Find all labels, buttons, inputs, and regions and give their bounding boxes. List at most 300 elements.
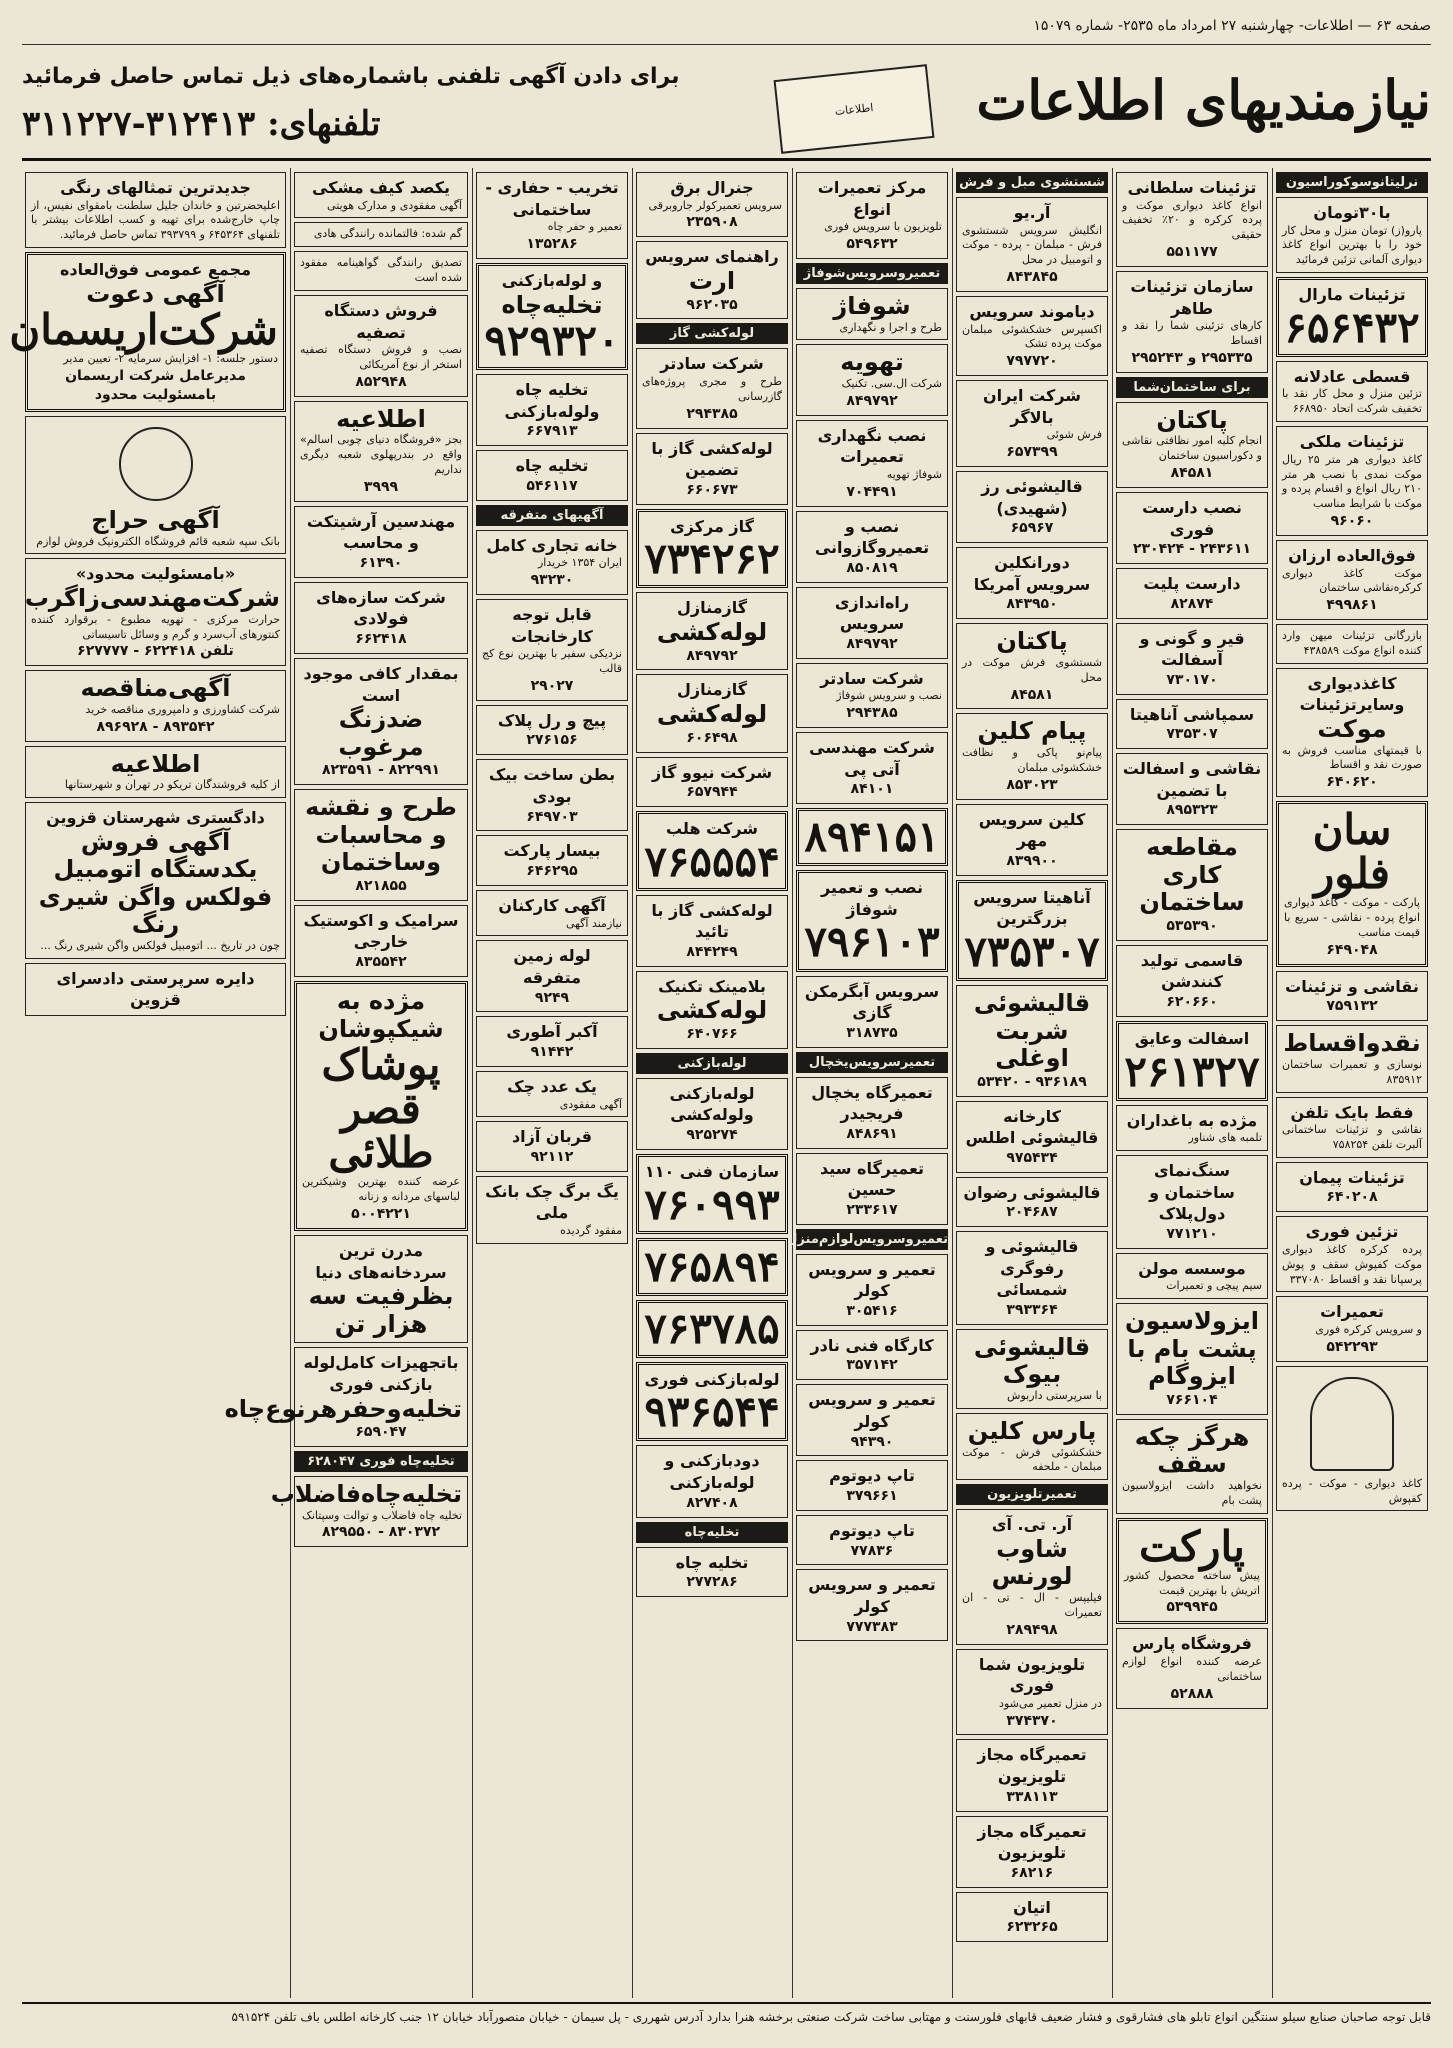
ad-body: نصب و سرویس شوفاژ <box>836 689 942 703</box>
classified-ad <box>25 416 286 554</box>
ad-phone: ۸۴۴۲۴۹ <box>686 943 738 960</box>
classified-ad <box>1116 1105 1268 1151</box>
ad-phone: تلفن ۶۲۲۴۱۸ - ۶۲۷۷۷۷ <box>77 643 234 660</box>
ad-phone: ۸۲۷۴۰۸ <box>686 1494 738 1511</box>
ad-body: حرارت مرکزی - تهویه مطبوع - برقوارد کننده کنتورهای آب‌سرد و گرم و وسائل تاسیساتی <box>31 612 280 641</box>
ad-display-text: ۷۶۰۹۹۳ <box>644 1179 780 1229</box>
classified-ad <box>636 1078 788 1150</box>
ad-body: کاغذ دیواری - موکت - پرده کفپوش <box>1282 1476 1422 1505</box>
classified-ad <box>294 172 468 218</box>
ad-phone: ۵۵۱۱۷۷ <box>1166 244 1218 261</box>
ad-display-text: ۷۳۵۳۰۷ <box>964 926 1100 976</box>
classified-ad <box>476 1071 628 1117</box>
ad-heading: تعمیر و سرویس کولر <box>808 1259 936 1301</box>
ad-body: بازرگانی تزئینات میهن وارد کننده انواع موکت ۴۳۸۵۸۹ <box>1282 629 1422 657</box>
ad-phone: ۶۴۰۶۲۰ <box>1326 774 1378 791</box>
masthead-title: نیازمندیهای اطلاعات <box>976 68 1431 132</box>
classified-ad <box>1276 971 1428 1021</box>
classified-ad <box>294 506 468 578</box>
classified-ad <box>956 547 1108 619</box>
ad-phone: ۷۶۶۱۰۴ <box>1166 1391 1218 1408</box>
ad-phone: ۷۳۵۳۰۷ <box>1166 726 1218 743</box>
ad-phone: ۳۱۸۷۳۵ <box>846 1024 898 1041</box>
category-header: برای ساختمان‌شما <box>1116 377 1268 398</box>
classified-ad <box>636 509 788 589</box>
classified-ad <box>476 172 628 259</box>
classified-ad <box>1276 540 1428 620</box>
classified-ad <box>476 835 628 885</box>
ad-body: آگهی مفقودی <box>559 1097 622 1111</box>
ad-phone: مدیرعامل شرکت اریسمان بامسئولیت محدود <box>65 368 246 404</box>
ad-heading: فوق‌العاده ارزان <box>1288 545 1416 565</box>
ad-title: شوفاژ <box>833 291 911 320</box>
ad-heading: نصب و تعمیروگازوانی <box>814 516 930 558</box>
classified-ad <box>796 288 948 340</box>
ad-title: ضدزنگ مرغوب <box>338 705 424 761</box>
ad-title: پیام کلین <box>977 717 1087 746</box>
ad-heading: مدرن ترین سردخانه‌های دنیا <box>315 1240 447 1282</box>
ad-body: نیازمند آگهی <box>565 916 622 930</box>
classified-ad <box>476 1016 628 1066</box>
ad-heading: نصب نگهداری تعمیرات <box>817 425 927 467</box>
classified-ad <box>796 1569 948 1641</box>
ad-heading: پیچ و رل پلاک <box>497 710 607 730</box>
ad-heading: سازمان فنی ۱۱۰ <box>644 1161 780 1181</box>
ad-phone: ۸۴۹۷۹۲ <box>846 635 898 652</box>
ad-heading: جدیدترین تمثالهای رنگی <box>60 178 251 197</box>
ad-phone: ۵۳۹۹۴۵ <box>1166 1599 1218 1616</box>
classified-ad <box>25 963 286 1016</box>
ad-title: تخلیه‌وحفرهرنوع‌چاه <box>224 1394 462 1423</box>
classified-ad <box>476 759 628 831</box>
classified-ad <box>1116 1303 1268 1415</box>
classified-ad <box>636 1238 788 1296</box>
classified-ad <box>25 746 286 798</box>
ad-heading: دارست پلیت <box>1143 574 1241 594</box>
classified-ad <box>1116 1253 1268 1299</box>
ad-body: سیم پیچی و تعمیرات <box>1166 1279 1262 1293</box>
classified-ad <box>636 1445 788 1517</box>
classified-ad <box>25 172 286 248</box>
column-8 <box>9 168 289 1998</box>
ad-phone: ۷۵۹۱۳۲ <box>1326 998 1378 1015</box>
ad-heading: بلامینک تکنیک <box>658 976 766 996</box>
ad-heading: و لوله‌بازکنی <box>501 270 603 290</box>
ad-body: نزدیکی سفیر با بهترین نوع کج قالب <box>482 647 622 676</box>
ad-heading: مجمع عمومی فوق‌العاده <box>59 260 251 280</box>
ad-heading: دادگستری شهرستان قزوین <box>46 808 265 827</box>
ad-heading: قربان آزاد <box>511 1127 593 1147</box>
ad-phone: ۶۶۲۴۱۸ <box>355 631 407 648</box>
ad-phone: ۹۲۵۲۷۴ <box>686 1127 738 1144</box>
ad-body: نصب و فروش دستگاه تصفیه استخر از نوع آمریکائی <box>300 343 462 371</box>
classified-ad <box>1116 1021 1268 1101</box>
classified-ad <box>1116 699 1268 749</box>
ad-heading: تزئینات پیمان <box>1299 1167 1405 1187</box>
classified-ad <box>956 1413 1108 1480</box>
classified-ad <box>476 940 628 1012</box>
classified-ad <box>294 905 468 977</box>
ad-phone: ۶۵۷۹۴۴ <box>686 784 738 801</box>
ad-phone: ۷۷۷۳۸۳ <box>846 1618 898 1635</box>
classified-ad <box>636 895 788 967</box>
ad-heading: تعمیرات <box>1320 1302 1384 1322</box>
ad-body: نقاشی و تزئینات ساختمانی آلبرت تلفن ۷۵۸۲۵۴ <box>1282 1123 1422 1151</box>
ad-heading: تخلیه چاه <box>515 456 589 476</box>
category-header: تخلیه‌چاه <box>636 1522 788 1543</box>
ad-phone: ۳۹۳۳۶۴ <box>1006 1301 1058 1318</box>
ad-heading: تزئین فوری <box>1305 1222 1399 1242</box>
ad-phone: ۶۴۹۷۰۳ <box>526 808 578 825</box>
ad-heading: گاز مرکزی <box>670 516 754 536</box>
ad-heading: لوله‌کشی گاز با تضمین <box>651 438 773 480</box>
classified-ad <box>1276 1366 1428 1512</box>
ad-heading: نقاشی و تزئینات <box>1285 976 1419 996</box>
classified-ad <box>476 530 628 595</box>
ad-title: شاوب لورنس <box>991 1534 1073 1591</box>
ad-phone: ۲۳۵۹۰۸ <box>686 214 738 231</box>
ad-body: عرضه کننده انواع لوازم ساختمانی <box>1122 1654 1262 1683</box>
ad-body: اعلیحضرتین و خاندان جلیل سلطنت بامقوای نفیس، از چاپ خارج‌شده برای تهیه و کسب اطلاعات بیشتر با تلفنهای ۶۴۵۳۶۴ و ۳۹۳۷۹۹ تماس حاصل فرمائید. <box>31 198 280 242</box>
ad-heading: قابل توجه کارخانجات <box>511 605 593 646</box>
classified-ad <box>1116 1628 1268 1708</box>
ad-heading: یک عدد چک <box>507 1076 597 1096</box>
ad-heading: تزئینات سلطانی <box>1127 178 1257 197</box>
ad-phone: ۷۷۱۲۱۰ <box>1166 1225 1218 1242</box>
ad-phone: ۹۷۵۴۳۴ <box>1006 1149 1058 1166</box>
ad-display-text: ۷۳۴۲۶۲ <box>644 534 780 584</box>
classified-ad <box>476 263 628 370</box>
ad-body: انجام کلیه امور نظافتی نقاشی و دکوراسیون ساختمان <box>1122 434 1262 463</box>
ad-phone: ۶۴۰۲۰۸ <box>1326 1189 1378 1206</box>
classified-ad <box>1276 801 1428 967</box>
ad-heading: فروش دستگاه تصفیه <box>324 300 438 342</box>
ad-heading: شرکت سازه‌های فولادی <box>316 587 446 629</box>
classified-ad <box>1276 197 1428 273</box>
column-3 <box>952 168 1111 1998</box>
category-header: آگهیهای متفرقه <box>476 505 628 526</box>
ad-heading: آر.یو <box>1013 203 1051 222</box>
ad-body: دستور جلسه: ۱- افزایش سرمایه ۲- تعیین مدیر <box>63 352 278 366</box>
ad-phone: ۸۴۹۷۹۲ <box>686 647 738 664</box>
ad-title: قالیشوئی شربت اوغلی <box>973 988 1091 1073</box>
ad-phone: ۸۳۹۹۰۰ <box>1006 852 1058 869</box>
classified-ad <box>476 890 628 936</box>
classified-ad <box>956 471 1108 543</box>
ad-body: تلویزیون با سرویس فوری <box>824 220 942 234</box>
ad-display-text: ۸۹۴۱۵۱ <box>804 812 940 862</box>
ad-body: طرح و مجری پروژه‌های گازرسانی <box>642 375 782 403</box>
column-6 <box>472 168 631 1998</box>
ad-body: سرویس تعمیرکولر جاروبرقی <box>648 198 782 212</box>
classified-ad <box>224 1347 468 1447</box>
ad-body: بانک سپه شعبه قائم فروشگاه الکترونیک فروش لوازم <box>36 534 280 548</box>
ad-body: اکسپرس خشکشوئی مبلمان موکت پرده تشک <box>962 322 1102 351</box>
ad-title: تهویه <box>840 348 904 377</box>
ad-heading: تاپ دیوتوم <box>829 1466 915 1486</box>
classified-ad <box>1116 1518 1268 1625</box>
ad-heading: لوله‌بازکنی فوری <box>644 1369 780 1389</box>
classified-ad <box>270 1476 468 1547</box>
ad-body: انواع کاغذ دیواری موکت و پرده کرکره و ۲۰٪ تخفیف حقیقی <box>1122 198 1262 242</box>
classified-ad <box>1276 277 1428 357</box>
ad-heading: آناهیتا سرویس بزرگترین <box>973 887 1091 929</box>
ad-body: با قیمتهای مناسب فروش به صورت نقد و اقساط <box>1282 743 1422 772</box>
ad-phone: ۳۷۴۳۷۰ <box>1006 1712 1058 1729</box>
ad-phone: ۹۶۲۰۳۵ <box>686 296 738 313</box>
ad-display-text: ۷۶۳۷۸۵ <box>644 1303 780 1353</box>
classified-ad <box>636 241 788 319</box>
ad-heading: شرکت سادتر <box>820 668 924 688</box>
column-4 <box>786 168 951 1998</box>
classified-ad <box>294 251 468 291</box>
ad-title: قالیشوئی بیوک <box>973 1332 1091 1389</box>
classified-ad <box>476 1121 628 1171</box>
classified-ad <box>636 348 788 428</box>
classified-ad <box>796 1460 948 1510</box>
classified-ad <box>796 1077 948 1149</box>
masthead-phones: تلفنهای: ۳۱۲۴۱۳-۳۱۱۲۲۷ <box>22 104 381 144</box>
ad-phone: ۲۹۴۳۸۵ <box>686 405 738 422</box>
classified-ad <box>294 658 468 785</box>
column-1 <box>1272 168 1431 1998</box>
ad-title: شرکت‌مهندسی‌زاگرب <box>24 584 280 613</box>
ad-phone: ۸۵۳۰۲۳ <box>1006 776 1058 793</box>
classified-ad <box>1276 361 1428 422</box>
ad-heading: سرامیک و اکوستیک خارجی <box>303 910 459 952</box>
ad-phone: ۸۳۰۳۷۲ - ۸۲۹۵۵۰ <box>321 1524 441 1541</box>
classified-ad <box>796 587 948 659</box>
ad-phone: ۱۳۵۲۸۶ <box>526 236 578 253</box>
classified-ad <box>956 1739 1108 1811</box>
classified-ad <box>796 870 948 971</box>
ad-heading: مژده به باغداران <box>1126 1110 1258 1130</box>
column-2 <box>1112 168 1271 1998</box>
ad-heading: آر. تی. آی <box>991 1515 1073 1535</box>
ad-phone: ۷۷۸۳۶ <box>850 1542 894 1559</box>
ad-heading: دورانکلین سرویس آمریکا <box>973 553 1091 594</box>
ad-body: مفقود گردیده <box>560 1224 622 1238</box>
classified-ad <box>956 1231 1108 1325</box>
ad-body: شوفاژ تهویه <box>886 467 942 481</box>
ad-heading: «بامسئولیت محدود» <box>75 564 236 584</box>
classified-ad <box>956 880 1108 981</box>
ad-heading: قاسمی تولید کنندشن <box>1140 950 1244 992</box>
ad-phone: ۶۸۲۱۶ <box>1010 1864 1054 1881</box>
classified-ad <box>636 811 788 891</box>
classified-ad <box>956 1329 1108 1409</box>
classified-ad <box>636 757 788 807</box>
classified-ad <box>1116 402 1268 488</box>
ad-title: اطلاعیه <box>336 404 426 433</box>
ad-phone: ۸۹۳۵۴۲ - ۸۹۶۹۲۸ <box>96 718 215 735</box>
category-header: شستشوی مبل و فرش <box>956 172 1108 193</box>
ad-phone: ۸۴۳۹۵۰ <box>1006 596 1058 613</box>
ad-title: طرح و نقشه و محاسبات وساختمان <box>305 793 457 877</box>
ad-heading: تاپ دیوتوم <box>829 1520 915 1540</box>
ad-body: کارهای تزئینی شما را نقد و اقساط <box>1122 319 1262 348</box>
ad-body: ایران ۱۳۵۴ خریدار <box>537 556 622 570</box>
category-header: تعمیرسرویس‌یخچال <box>796 1052 948 1073</box>
classified-ad <box>1116 492 1268 564</box>
ad-phone: ۲۷۷۲۸۶ <box>686 1574 738 1591</box>
ad-heading: تزئینات ملکی <box>1299 432 1405 452</box>
classified-ad <box>1276 1162 1428 1212</box>
category-header: تعمیروسرویس‌لوازم‌منزل <box>796 1229 948 1250</box>
category-header: تعمیرتلویزیون <box>956 1484 1108 1505</box>
ad-phone: ۲۹۰۲۷ <box>530 677 574 694</box>
classified-ad <box>25 670 286 741</box>
ad-title: هرگز چکه سقف <box>1134 1422 1250 1479</box>
classified-ad <box>476 1176 628 1244</box>
ad-heading: لوله‌کشی گاز با تائید <box>651 900 773 942</box>
ad-display-text: ۷۶۵۸۹۴ <box>644 1241 780 1291</box>
ad-heading: کلین سرویس مهر <box>978 809 1086 851</box>
classified-ad <box>636 592 788 670</box>
classified-ad <box>9 252 286 412</box>
ad-title: آگهی دعوت <box>86 279 225 308</box>
ad-heading: خانه تجاری کامل <box>486 535 618 555</box>
ad-body: نوسازی و تعمیرات ساختمان ۸۳۵۹۱۲ <box>1282 1057 1422 1086</box>
ad-phone: ۲۳۳۶۱۷ <box>846 1201 898 1218</box>
ad-body: در منزل تعمیر می‌شود <box>999 1696 1102 1710</box>
ad-heading: کارگاه فنی نادر <box>810 1335 934 1355</box>
ad-display-text: سان فلور <box>1312 805 1392 899</box>
ad-heading: قالیشوئی رضوان <box>963 1182 1101 1202</box>
ad-heading: سمپاشی آناهیتا <box>1129 704 1255 724</box>
ad-phone: ۴۹۹۸۶۱ <box>1326 597 1378 614</box>
footer-notice: قابل توجه صاحبان صنایع سیلو سنتگین انواع تابلو های فشارقوی و فشار ضعیف قابهای فلورسنت و مهتابی ساخت شرکت صنعتی برخشه هنرا بدارد آدرس شهرری - پل ‌سیمان - خیابان منصورآباد خیابان ۱۲ جنب کارخانه اطلس باف تلفن ۵۹۱۵۲۴ <box>22 2002 1431 2040</box>
ad-heading: نصب و تعمیر شوفاژ <box>820 878 924 919</box>
ad-heading: باتجهیزات کامل‌لوله بازکنی فوری <box>303 1353 459 1394</box>
ad-heading: شرکت هلب <box>665 818 759 838</box>
ad-heading: اسفالت وعایق <box>1134 1028 1250 1048</box>
ad-phone: ۸۲۸۷۴ <box>1170 595 1214 612</box>
ad-phone: ۶۴۰۷۶۶ <box>686 1025 738 1042</box>
ad-heading: کاغذدیواری وسایرتزئینات <box>1299 673 1405 715</box>
classified-ad <box>294 582 468 654</box>
ad-phone: ۶۶۰۶۷۳ <box>686 481 738 498</box>
ad-heading: شرکت مهندسی آتی پی <box>809 738 935 779</box>
classified-ad <box>956 1816 1108 1888</box>
classified-ad <box>636 433 788 505</box>
ad-body: شرکت ال.سی. تکنیک <box>841 376 942 390</box>
ad-phone: ۶۰۶۴۹۸ <box>686 729 738 746</box>
ad-phone: ۸۳۵۵۴۲ <box>355 954 407 971</box>
classified-ad <box>956 623 1108 709</box>
classified-ad <box>1116 172 1268 267</box>
ad-heading: قالیشوئی رز (شهیدی) <box>981 477 1083 518</box>
classified-ad <box>1276 1097 1428 1158</box>
classified-ad <box>796 976 948 1048</box>
ad-heading: جنرال برق <box>670 178 754 197</box>
ad-title: آگهی حراج <box>91 506 220 535</box>
classified-ad <box>796 1153 948 1225</box>
ad-heading: قسطی عادلانه <box>1293 366 1411 386</box>
ad-title: نقدواقساط <box>1283 1029 1421 1058</box>
classified-ad <box>636 1362 788 1442</box>
classified-ad <box>476 450 628 500</box>
ad-body: پارکت - موکت - کاغذ دیواری انواع پرده - نقاشی - سریع با قیمت مناسب <box>1284 896 1420 940</box>
ad-title: لوله‌کشی <box>656 700 768 729</box>
classified-ad <box>1276 624 1428 664</box>
ad-body: عرضه کننده بهترین وشیکترین لباسهای مردانه و زنانه <box>302 1175 460 1204</box>
ad-heading: سرویس آبگرمکن گازی <box>804 981 940 1023</box>
category-header: لوله‌بازکنی <box>636 1053 788 1074</box>
classified-ad <box>476 374 628 446</box>
ad-body: تعمیر و حفر چاه <box>547 220 622 234</box>
classified-ad <box>294 981 468 1231</box>
ad-title: لوله‌کشی <box>656 996 768 1025</box>
ad-heading: آکبر آطوری <box>506 1022 598 1042</box>
ad-phone: ۵۴۲۲۹۳ <box>1326 1338 1378 1355</box>
ad-phone: ۳۷۹۶۶۱ <box>846 1488 898 1505</box>
ad-heading: تعمیرگاه سید حسین <box>819 1158 925 1200</box>
ad-heading: مهندسین آرشیتکت و محاسب <box>306 511 456 553</box>
ad-heading: شرکت ایران بالاگر <box>982 386 1082 427</box>
ad-body: بجز «فروشگاه دنیای چوبی اسالم» واقع در بندرپهلوی شعبه دیگری نداریم <box>300 433 462 477</box>
ad-body: پیش ساخته محصول کشور اتریش با بهترین قیمت <box>1124 1568 1260 1597</box>
ad-heading: سنگ‌نمای ساختمان و دول‌پلاک <box>1149 1161 1235 1224</box>
ad-heading: تخلیه چاه <box>675 1552 749 1572</box>
ad-body: پرده کرکره کاغذ دیواری موکت کفپوش سقف و پوش پرسپانا نقد و اقساط ۳۳۷۰۸۰ <box>1282 1242 1422 1286</box>
ad-heading: بمقدار کافی موجود است <box>303 663 459 705</box>
column-5 <box>632 168 791 1998</box>
ad-phone: ۷۰۴۴۹۱ <box>846 483 898 500</box>
ad-body: تصدیق رانندگی گواهینامه مفقود شده است <box>300 256 462 285</box>
classified-ad <box>294 222 468 247</box>
ad-phone: ۸۴۳۸۴۵ <box>1006 269 1058 286</box>
classified-ad <box>294 1235 468 1343</box>
classified-ad <box>796 663 948 728</box>
ad-title: مقاطعه کاری ساختمان <box>1139 833 1245 917</box>
ad-body: آگهی مفقودی و مدارک هویتی <box>327 198 462 212</box>
ad-display-text: ۶۵۶۴۳۲ <box>1284 302 1420 352</box>
ad-phone: ۶۲۳۲۶۵ <box>1006 1919 1058 1936</box>
ad-heading: فقط بایک تلفن <box>1290 1102 1414 1122</box>
ad-display-text: ۲۶۱۳۲۷ <box>1124 1046 1260 1096</box>
ad-heading: تعمیرگاه مجاز تلویزیون <box>977 1745 1087 1787</box>
classified-ad <box>1276 1216 1428 1292</box>
classified-ad <box>796 511 948 583</box>
ad-phone: ۸۴۵۸۱ <box>1010 686 1054 703</box>
ad-phone: ۶۵۹۶۷ <box>1010 520 1054 537</box>
ad-title: اطلاعیه <box>110 749 201 778</box>
category-header: لوله‌کشی گاز <box>636 323 788 344</box>
classified-ad <box>1276 1025 1428 1092</box>
ad-title: ایزولاسیون پشت بام با ایزوگام <box>1125 1307 1259 1391</box>
ad-body: انگلیش سرویس شستشوی فرش - مبلمان - پرده - موکت و اتومبیل در محل <box>962 223 1102 267</box>
ad-body: فیلیپس - ال - تی - ان تعمیرات <box>962 1590 1102 1619</box>
masthead <box>22 58 1431 161</box>
classified-ad <box>25 558 286 666</box>
seal-emblem-icon <box>119 427 193 501</box>
ad-body: چون در تاریخ ... اتومبیل فولکس واگن شیری رنگ ... <box>40 938 280 952</box>
ad-heading: نصب دارست فوری <box>1142 497 1242 539</box>
ad-body: فرش شوئی <box>1046 428 1102 442</box>
ad-phone: ۹۴۳۹۰ <box>850 1433 894 1450</box>
ad-body: طرح و اجرا و نگهداری <box>839 320 942 334</box>
ad-phone: ۷۹۷۷۲۰ <box>1006 353 1058 370</box>
ad-heading: یگ برگ چک بانک ملی <box>485 1181 619 1223</box>
ad-body: پیام‌نو پاکی و نظافت خشکشوئی مبلمان <box>962 746 1102 774</box>
ad-display-text: ۹۲۹۳۲۰ <box>484 316 620 366</box>
ad-heading: قالیشوئی و رفوگری شمسائی <box>985 1237 1079 1300</box>
ad-phone: ۵۰۰۴۲۲۱ <box>351 1206 411 1223</box>
ad-display-text: پوشاک قصر طلائی <box>321 1040 441 1178</box>
column-7 <box>224 168 471 1998</box>
ad-phone: ۶۵۹۰۴۷ <box>355 1424 407 1441</box>
